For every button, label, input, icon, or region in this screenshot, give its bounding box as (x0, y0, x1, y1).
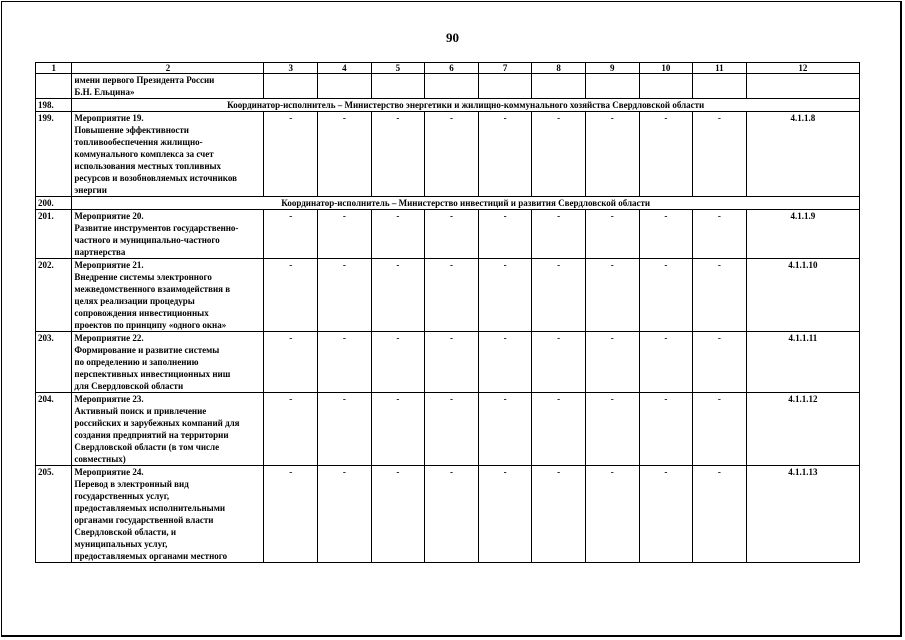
value-cell: - (639, 112, 693, 197)
description-line: Мероприятие 20. (74, 211, 144, 221)
header-cell: 1 (36, 63, 72, 74)
value-cell: - (693, 466, 747, 563)
description-line: государственных услуг, (74, 491, 170, 501)
value-cell: - (318, 466, 372, 563)
value-cell: - (532, 332, 586, 393)
description-cell (72, 393, 264, 466)
table-row (36, 112, 860, 197)
value-cell: - (585, 393, 639, 466)
table-row (36, 332, 860, 393)
value-cell: - (585, 332, 639, 393)
header-cell: 8 (532, 63, 586, 74)
row-number-cell: 205. (36, 466, 72, 563)
value-cell (639, 74, 693, 99)
value-cell: - (318, 210, 372, 259)
description-line: Свердловской области, и (74, 527, 177, 537)
program-table (35, 62, 860, 563)
description-line: Повышение эффективности (74, 125, 189, 135)
value-cell: - (425, 112, 479, 197)
value-cell: - (371, 210, 425, 259)
value-cell: - (371, 112, 425, 197)
header-cell: 6 (425, 63, 479, 74)
value-cell: - (425, 259, 479, 332)
description-line: создания предприятий на территории (74, 430, 229, 440)
value-cell: - (639, 332, 693, 393)
description-line: топливообеспечения жилищно- (74, 137, 203, 147)
indicator-code-cell: 4.1.1.13 (746, 466, 859, 563)
description-line: совместных) (74, 454, 126, 464)
description-line: ресурсов и возобновляемых источников (74, 173, 237, 183)
header-cell: 12 (746, 63, 859, 74)
value-cell: - (264, 332, 318, 393)
description-line: Развитие инструментов государственно- (74, 223, 239, 233)
value-cell (532, 74, 586, 99)
value-cell: - (478, 466, 532, 563)
description-line: Мероприятие 23. (74, 394, 144, 404)
value-cell: - (693, 332, 747, 393)
description-line: Мероприятие 19. (74, 113, 144, 123)
continuation-row (36, 74, 860, 99)
row-number-cell: 201. (36, 210, 72, 259)
description-line: Формирование и развитие системы (74, 345, 220, 355)
value-cell: - (585, 259, 639, 332)
description-line: российских и зарубежных компаний для (74, 418, 240, 428)
description-line: по определению и заполнению (74, 357, 199, 367)
table-body (36, 63, 860, 563)
description-line: Мероприятие 22. (74, 333, 144, 343)
description-line: использования местных топливных (74, 161, 222, 171)
value-cell: - (693, 393, 747, 466)
header-cell: 4 (318, 63, 372, 74)
value-cell: - (318, 112, 372, 197)
value-cell: - (693, 210, 747, 259)
value-cell (425, 74, 479, 99)
value-cell: - (371, 393, 425, 466)
indicator-code-cell: 4.1.1.11 (746, 332, 859, 393)
description-line: для Свердловской области (74, 381, 184, 391)
value-cell: - (693, 259, 747, 332)
value-cell: - (264, 466, 318, 563)
value-cell (264, 74, 318, 99)
header-cell: 2 (72, 63, 264, 74)
value-cell: - (371, 332, 425, 393)
value-cell: - (318, 393, 372, 466)
row-number-cell (36, 74, 72, 99)
value-cell: - (532, 210, 586, 259)
row-number-cell: 199. (36, 112, 72, 197)
description-cell (72, 112, 264, 197)
row-number-cell: 200. (36, 197, 72, 210)
value-cell (371, 74, 425, 99)
description-cell (72, 332, 264, 393)
value-cell: - (264, 259, 318, 332)
description-line: энергии (74, 185, 107, 195)
value-cell: - (639, 393, 693, 466)
description-line: Внедрение системы электронного (74, 272, 212, 282)
description-line: перспективных инвестиционных ниш (74, 369, 231, 379)
table-row (36, 210, 860, 259)
header-cell: 7 (478, 63, 532, 74)
row-number-cell: 203. (36, 332, 72, 393)
value-cell: - (318, 259, 372, 332)
header-cell: 10 (639, 63, 693, 74)
value-cell: - (425, 393, 479, 466)
row-number-cell: 202. (36, 259, 72, 332)
value-cell (318, 74, 372, 99)
description-line: целях реализации процедуры (74, 296, 195, 306)
value-cell: - (425, 466, 479, 563)
indicator-code-cell: 4.1.1.9 (746, 210, 859, 259)
description-line: проектов по принципу «одного окна» (74, 320, 227, 330)
value-cell: - (478, 112, 532, 197)
value-cell: - (264, 393, 318, 466)
description-cell (72, 74, 264, 99)
value-cell: - (318, 332, 372, 393)
value-cell: - (585, 466, 639, 563)
description-line: Мероприятие 24. (74, 467, 144, 477)
coordinator-row (36, 99, 860, 112)
value-cell: - (264, 112, 318, 197)
header-row (36, 63, 860, 74)
table-row (36, 466, 860, 563)
description-line: предоставляемых органами местного (74, 551, 228, 561)
header-cell: 9 (585, 63, 639, 74)
page-number: 90 (446, 30, 459, 45)
header-cell: 11 (693, 63, 747, 74)
indicator-code-cell: 4.1.1.10 (746, 259, 859, 332)
value-cell: - (425, 210, 479, 259)
coordinator-title: Координатор-исполнитель – Министерство энергетики и жилищно-коммунального хозяйства Свердловской области (72, 99, 860, 112)
value-cell: - (639, 210, 693, 259)
coordinator-title: Координатор-исполнитель – Министерство инвестиций и развития Свердловской области (72, 197, 860, 210)
description-line: Мероприятие 21. (74, 260, 144, 270)
value-cell: - (478, 210, 532, 259)
description-cell (72, 259, 264, 332)
value-cell (585, 74, 639, 99)
description-line: Активный поиск и привлечение (74, 406, 207, 416)
value-cell: - (425, 332, 479, 393)
value-cell: - (585, 210, 639, 259)
description-line: Перевод в электронный вид (74, 479, 189, 489)
description-line: частного и муниципально-частного (74, 235, 220, 245)
description-line: межведомственного взаимодействия в (74, 284, 231, 294)
value-cell: - (478, 332, 532, 393)
indicator-code-cell: 4.1.1.8 (746, 112, 859, 197)
description-line: имени первого Президента России (74, 75, 215, 85)
value-cell: - (478, 259, 532, 332)
value-cell: - (532, 393, 586, 466)
description-line: Свердловской области (в том числе (74, 442, 220, 452)
description-line: сопровождения инвестиционных (74, 308, 209, 318)
value-cell (693, 74, 747, 99)
description-line: органами государственной власти (74, 515, 214, 525)
value-cell (478, 74, 532, 99)
coordinator-row (36, 197, 860, 210)
value-cell: - (639, 259, 693, 332)
row-number-cell: 198. (36, 99, 72, 112)
table-row (36, 259, 860, 332)
description-line: муниципальных услуг, (74, 539, 168, 549)
row-number-cell: 204. (36, 393, 72, 466)
value-cell: - (585, 112, 639, 197)
code-cell (746, 74, 859, 99)
value-cell: - (532, 259, 586, 332)
description-line: коммунального комплекса за счет (74, 149, 214, 159)
value-cell: - (371, 259, 425, 332)
header-cell: 3 (264, 63, 318, 74)
value-cell: - (371, 466, 425, 563)
description-cell (72, 466, 264, 563)
value-cell: - (478, 393, 532, 466)
value-cell: - (693, 112, 747, 197)
description-line: партнерства (74, 247, 126, 257)
description-line: предоставляемых исполнительными (74, 503, 226, 513)
value-cell: - (639, 466, 693, 563)
indicator-code-cell: 4.1.1.12 (746, 393, 859, 466)
header-cell: 5 (371, 63, 425, 74)
table-row (36, 393, 860, 466)
description-cell (72, 210, 264, 259)
value-cell: - (532, 112, 586, 197)
value-cell: - (532, 466, 586, 563)
description-line: Б.Н. Ельцина» (74, 87, 135, 97)
value-cell: - (264, 210, 318, 259)
